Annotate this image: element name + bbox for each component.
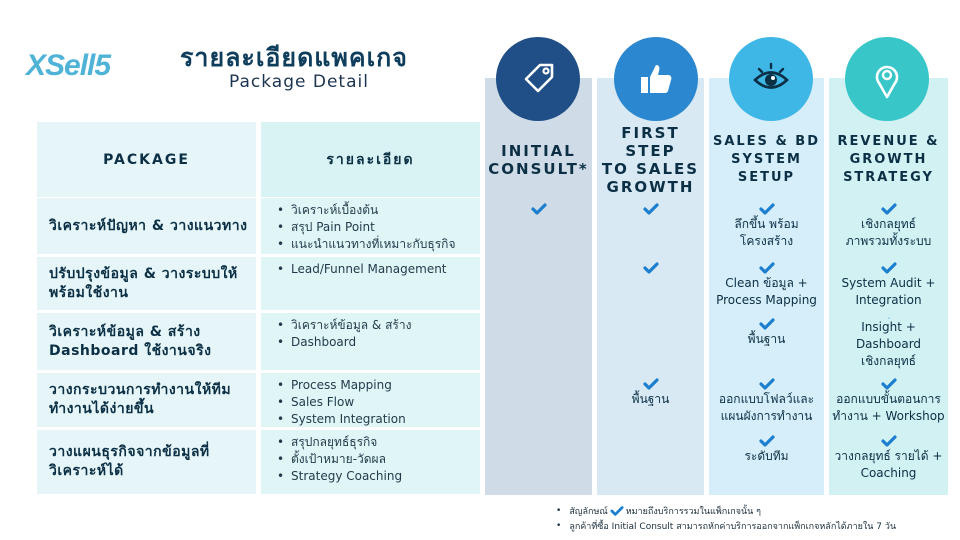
check-icon: [881, 434, 897, 448]
page-title-thai: รายละเอียดแพคเกจ: [180, 43, 408, 72]
package-header-first-step: FIRST STEP TO SALES GROWTH: [601, 123, 700, 196]
detail-item: • สรุปกลยุทธ์ธุรกิจ: [291, 434, 480, 451]
thumbs-up-icon: [634, 57, 678, 101]
package-cell: [709, 430, 824, 494]
cell-text: ระดับทีม: [744, 449, 789, 463]
package-header-revenue-growth: REVENUE & GROWTH STRATEGY: [837, 133, 940, 185]
package-cell: [829, 373, 948, 427]
detail-item: • Dashboard: [291, 334, 480, 351]
header-package: PACKAGE: [37, 122, 256, 197]
check-icon: [531, 202, 547, 216]
package-cell: [597, 257, 704, 310]
row-details: [261, 313, 480, 370]
cell-text: ลึกขึ้น พร้อม: [734, 217, 799, 231]
footnote-check-meaning: • สัญลักษณ์ หมายถึงบริการรวมในแพ็กเกจนั้น ๆ: [556, 506, 762, 517]
detail-item: • System Integration: [291, 411, 480, 428]
detail-item: • วิเคราะห์เบื้องต้น: [291, 202, 480, 219]
cell-text: Clean ข้อมูล +: [725, 276, 808, 290]
package-cell: [709, 198, 824, 254]
eye-icon: [749, 57, 793, 101]
cell-text: Integration: [855, 293, 922, 307]
header-detail: รายละเอียด: [261, 122, 480, 197]
detail-item: • วิเคราะห์ข้อมูล & สร้าง: [291, 317, 480, 334]
row-details: [261, 198, 480, 254]
detail-item: • Sales Flow: [291, 394, 480, 411]
check-icon: [881, 377, 897, 391]
check-icon: [759, 377, 775, 391]
row-details: [261, 257, 480, 310]
detail-item: • ตั้งเป้าหมาย-วัดผล: [291, 451, 480, 468]
package-icon-circle-revenue-growth: [845, 37, 929, 121]
cell-text: พื้นฐาน: [631, 392, 670, 406]
detail-item: • Process Mapping: [291, 377, 480, 394]
check-icon: [759, 317, 775, 331]
logo-text: XSell5: [26, 49, 111, 82]
detail-item: • Lead/Funnel Management: [291, 261, 480, 278]
cell-text: ภาพรวมทั้งระบบ: [845, 234, 932, 248]
package-cell: [485, 198, 592, 254]
cell-text: เชิงกลยุทธ์: [861, 217, 916, 231]
cell-text: พื้นฐาน: [747, 332, 786, 346]
cell-text: Insight + Dashboard: [855, 320, 922, 351]
package-cell: [829, 198, 948, 254]
detail-item: • Strategy Coaching: [291, 468, 480, 485]
package-cell: [597, 313, 704, 370]
detail-item: • สรุป Pain Point: [291, 219, 480, 236]
package-header-sales-bd: SALES & BD SYSTEM SETUP: [712, 133, 821, 185]
package-cell: [829, 430, 948, 494]
row-details: [261, 373, 480, 427]
package-cell: [485, 257, 592, 310]
footnote-initial-consult-credit: • ลูกค้าที่ซื้อ Initial Consult สามารถหักค่าบริการออกจากแพ็กเกจหลักได้ภายใน 7 วัน: [556, 521, 897, 532]
package-cell: [485, 373, 592, 427]
tag-icon: [516, 57, 560, 101]
check-icon: [759, 434, 775, 448]
check-icon: [881, 261, 897, 275]
check-icon: [881, 202, 897, 216]
check-icon: [643, 261, 659, 275]
package-icon-circle-initial-consult: [496, 37, 580, 121]
package-cell: [709, 313, 824, 370]
package-cell: [597, 373, 704, 427]
cell-text: โครงสร้าง: [739, 234, 794, 248]
package-header-initial-consult: INITIAL CONSULT*: [488, 141, 589, 178]
package-icon-circle-sales-bd: [729, 37, 813, 121]
package-cell: [485, 313, 592, 370]
check-icon: [759, 202, 775, 216]
cell-text: Coaching: [860, 466, 917, 480]
xsell5-logo: [26, 48, 136, 84]
package-cell: [485, 430, 592, 494]
row-label: วิเคราะห์ปัญหา & วางแนวทาง: [37, 198, 256, 254]
row-label: วางกระบวนการทำงานให้ทีม ทำงานได้ง่ายขึ้น: [37, 373, 256, 427]
page-title-english: Package Detail: [229, 72, 369, 92]
cell-text: เชิงกลยุทธ์: [861, 354, 916, 368]
row-label: ปรับปรุงข้อมูล & วางระบบให้ พร้อมใช้งาน: [37, 257, 256, 310]
cell-text: ทำงาน + Workshop: [832, 409, 945, 423]
detail-item: • แนะนำแนวทางที่เหมาะกับธุรกิจ: [291, 236, 480, 253]
row-details: [261, 430, 480, 494]
cell-text: System Audit +: [841, 276, 936, 290]
cell-text: แผนผังการทำงาน: [720, 409, 813, 423]
package-cell: [597, 430, 704, 494]
row-label: วางแผนธุรกิจจากข้อมูลที่ วิเคราะห์ได้: [37, 430, 256, 494]
check-icon: [643, 377, 659, 391]
check-icon: [610, 505, 624, 517]
location-pin-icon: [865, 57, 909, 101]
cell-text: วางกลยุทธ์ รายได้ +: [834, 449, 943, 463]
cell-text: ออกแบบขั้นตอนการ: [836, 392, 941, 406]
cell-text: Process Mapping: [716, 293, 817, 307]
package-cell: [597, 198, 704, 254]
package-cell: [709, 257, 824, 310]
package-cell: [829, 313, 948, 370]
package-icon-circle-first-step: [614, 37, 698, 121]
row-label: วิเคราะห์ข้อมูล & สร้าง Dashboard ใช้งานจริง: [37, 313, 256, 370]
check-icon: [759, 261, 775, 275]
package-cell: [709, 373, 824, 427]
package-cell: [829, 257, 948, 310]
cell-text: ออกแบบโฟลว์และ: [718, 392, 815, 406]
check-icon: [643, 202, 659, 216]
